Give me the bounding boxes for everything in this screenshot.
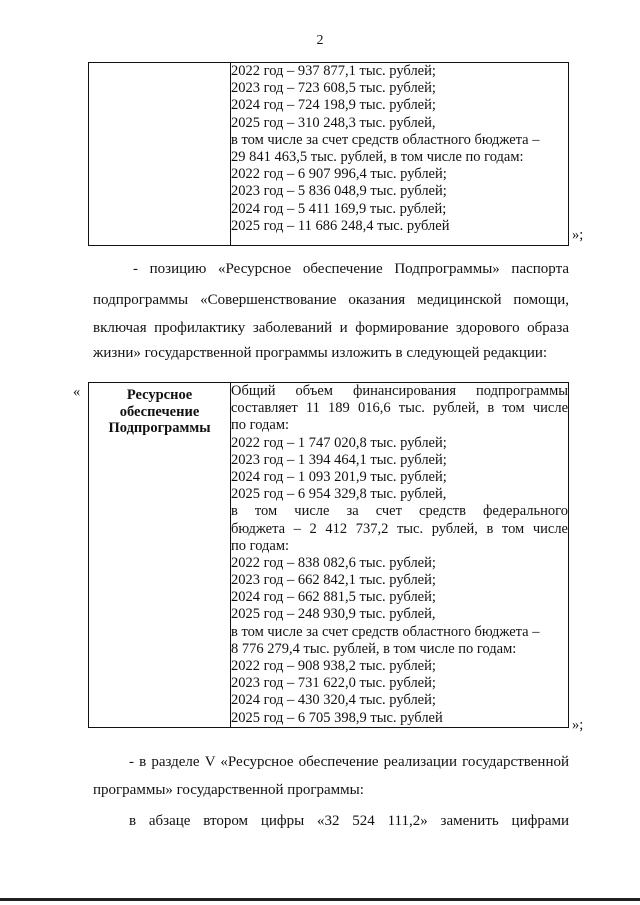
funding-line: бюджета – 2 412 737,2 тыс. рублей, в том числе xyxy=(231,520,568,537)
table2-close-quote: »; xyxy=(572,717,584,733)
funding-line: 2024 год – 430 320,4 тыс. рублей; xyxy=(231,692,436,709)
funding-line: 2022 год – 937 877,1 тыс. рублей; xyxy=(231,63,436,79)
table2-open-quote: « xyxy=(73,384,81,400)
funding-line: по годам: xyxy=(231,417,290,434)
funding-line: составляет 11 189 016,6 тыс. рублей, в том числе xyxy=(231,400,568,417)
funding-line: 2025 год – 310 248,3 тыс. рублей, xyxy=(231,114,436,131)
funding-line: 2022 год – 838 082,6 тыс. рублей; xyxy=(231,554,436,571)
funding-line: Общий объем финансирования подпрограммы xyxy=(231,383,568,399)
funding-line: 29 841 463,5 тыс. рублей, в том числе по годам: xyxy=(231,148,524,165)
funding-line: 2022 год – 1 747 020,8 тыс. рублей; xyxy=(231,434,447,451)
paragraph-line: жизни» государственной программы изложить в следующей редакции: xyxy=(93,345,548,361)
paragraph-line: в абзаце втором цифры «32 524 111,2» заменить цифрами xyxy=(129,813,569,829)
funding-line: 2025 год – 6 954 329,8 тыс. рублей, xyxy=(231,486,447,503)
funding-line: в том числе за счет средств федерального xyxy=(231,503,568,520)
table2-funding-cell xyxy=(231,383,569,728)
funding-line: 2024 год – 5 411 169,9 тыс. рублей; xyxy=(231,200,447,217)
funding-line: 2024 год – 1 093 201,9 тыс. рублей; xyxy=(231,468,447,485)
funding-line: 2023 год – 731 622,0 тыс. рублей; xyxy=(231,675,436,692)
paragraph-line: программы» государственной программы: xyxy=(93,782,364,798)
funding-table-continued xyxy=(88,62,569,246)
funding-line: в том числе за счет средств областного бюджета – xyxy=(231,623,540,640)
paragraph-line: - позицию «Ресурсное обеспечение Подпрограммы» паспорта xyxy=(133,261,569,277)
funding-line: 2023 год – 662 842,1 тыс. рублей; xyxy=(231,572,436,589)
paragraph-line: подпрограммы «Совершенствование оказания медицинской помощи, xyxy=(93,292,569,308)
funding-line: 2024 год – 724 198,9 тыс. рублей; xyxy=(231,97,436,114)
header-line: Ресурсное xyxy=(126,387,193,403)
funding-line: 2023 год – 5 836 048,9 тыс. рублей; xyxy=(231,183,447,200)
header-line: обеспечение xyxy=(119,403,200,420)
funding-line: 2023 год – 723 608,5 тыс. рублей; xyxy=(231,80,436,97)
page-number: 2 xyxy=(316,33,324,48)
funding-line: 2022 год – 908 938,2 тыс. рублей; xyxy=(231,658,436,674)
funding-line: 2025 год – 248 930,9 тыс. рублей, xyxy=(231,606,436,623)
paragraph-line: - в разделе V «Ресурсное обеспечение реализации государственной xyxy=(129,754,569,770)
funding-line: 2024 год – 662 881,5 тыс. рублей; xyxy=(231,589,436,606)
funding-line: 8 776 279,4 тыс. рублей, в том числе по годам: xyxy=(231,640,517,657)
funding-line: 2023 год – 1 394 464,1 тыс. рублей; xyxy=(231,451,447,468)
table1-empty-cell xyxy=(89,63,231,246)
funding-line: 2025 год – 6 705 398,9 тыс. рублей xyxy=(231,709,443,726)
funding-line: 2025 год – 11 686 248,4 тыс. рублей xyxy=(231,217,450,234)
funding-line: по годам: xyxy=(231,537,290,554)
header-line: Подпрограммы xyxy=(108,420,211,436)
page-bottom-edge xyxy=(0,898,640,901)
paragraph-line: включая профилактику заболеваний и формирование здорового образа xyxy=(93,320,569,336)
table1-funding-cell xyxy=(231,63,569,246)
table2-header-cell xyxy=(89,383,231,728)
table1-close-quote: »; xyxy=(572,227,584,243)
funding-table-subprogram xyxy=(88,382,569,728)
funding-line: в том числе за счет средств областного бюджета – xyxy=(231,131,540,148)
funding-line: 2022 год – 6 907 996,4 тыс. рублей; xyxy=(231,166,447,183)
